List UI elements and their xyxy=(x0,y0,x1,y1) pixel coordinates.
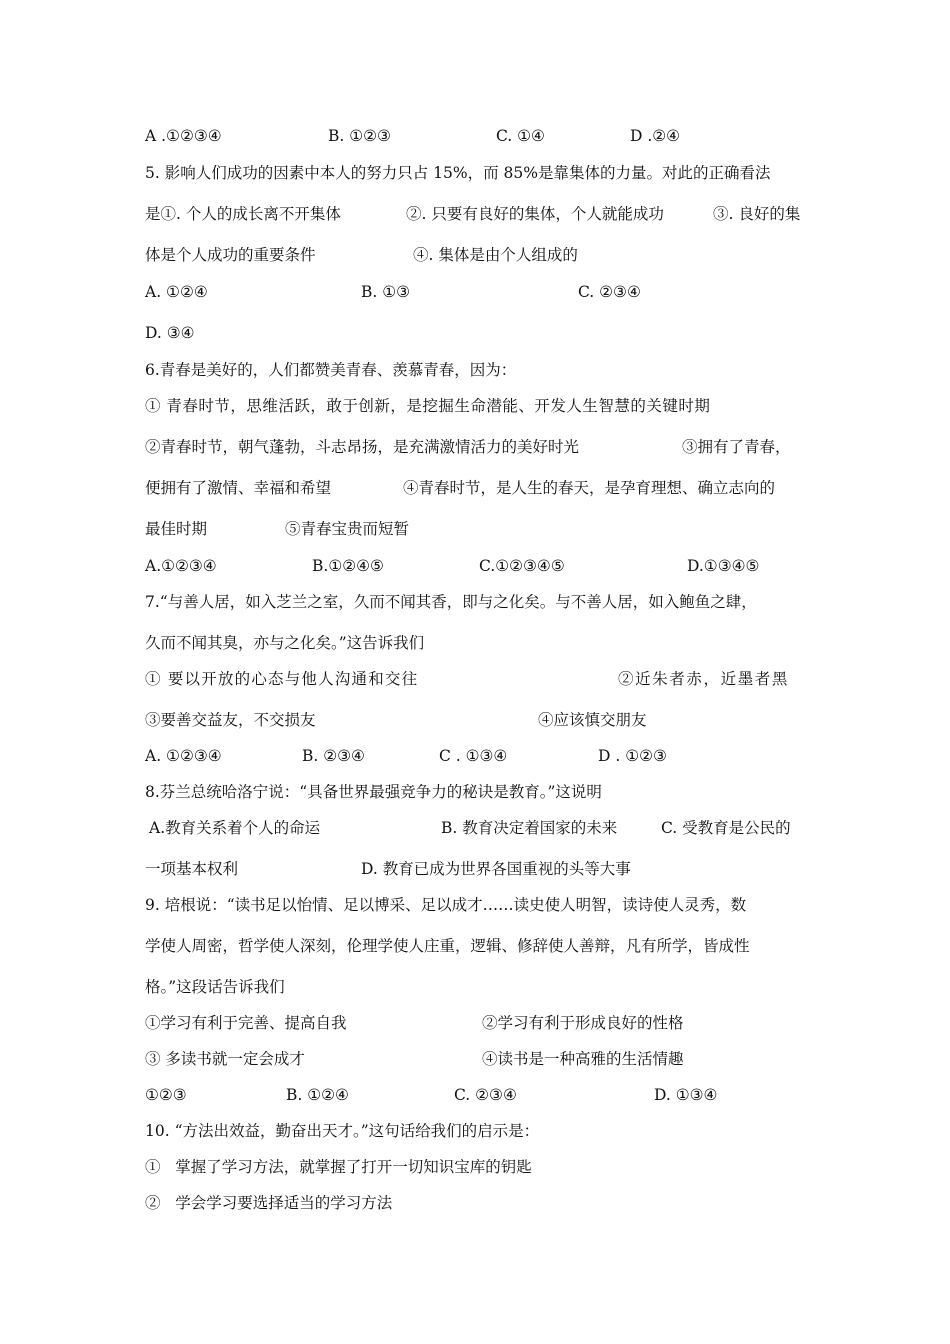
q7-option-a: A. ①②③④ xyxy=(145,747,222,765)
q5-option-c: C. ②③④ xyxy=(578,283,641,301)
q6-option-c: C.①②③④⑤ xyxy=(479,557,565,575)
q6-option-a: A.①②③④ xyxy=(145,557,217,575)
q6-option-d: D.①③④⑤ xyxy=(687,557,760,575)
q9-option-a: ①②③ xyxy=(145,1086,187,1104)
q7-option-c: C . ①③④ xyxy=(439,747,508,765)
q9-option-b: B. ①②④ xyxy=(286,1086,349,1104)
q6-option-b: B.①②④⑤ xyxy=(312,557,384,575)
q4-option-a: A .①②③④ xyxy=(145,127,222,145)
q5-option-d: D. ③④ xyxy=(145,324,195,342)
q5-option-b: B. ①③ xyxy=(361,283,411,301)
q9-option-d: D. ①③④ xyxy=(654,1086,718,1104)
q7-option-b: B. ②③④ xyxy=(302,747,365,765)
q5-option-a: A. ①②④ xyxy=(145,283,208,301)
q4-option-c: C. ①④ xyxy=(496,127,545,145)
q7-option-d: D . ①②③ xyxy=(598,747,667,765)
exam-page: A .①②③④ B. ①②③ C. ①④ D .②④ 5. 影响人们成功的因素中本人的努力只占 15%，而 85%是靠集体的力量。对此的正确看法 是①. 个人的成长离不开集体 ②. 只要有良好的集体，个人就能成功 ③. 良好的集 体是个人成功的重要条件 ④. 集体是由个人组成的 A. ①②④ B. ①③ C. ②③④ D. ③④ 6.青春是美好的，人们都赞美青春、羡慕青春，因为： ① 青春时节，思维活跃，敢于创新，是挖掘生命潜能、开发人生智慧的关键时期 ②青春时节，朝气蓬勃，斗志昂扬，是充满激情活力的美好时光 ③拥有了青春， 便拥有了激情、幸福和希望 ④青春时节，是人生的春天，是孕育理想、确立志向的 最佳时期 ⑤青春宝贵而短暂 A.①②③④ B.①②④⑤ C.①②③④⑤ D.①③④⑤ 7.“与善人居，如入芝兰之室，久而不闻其香，即与之化矣。与不善人居，如入鲍鱼之肆， 久而不闻其臭，亦与之化矣。”这告诉我们 ① 要以开放的心态与他人沟通和交往 ②近朱者赤，近墨者黑 ③要善交益友，不交损友 ④应该慎交朋友 A. ①②③④ B. ②③④ C . ①③④ D . ①②③ 8.芬兰总统哈洛宁说：“具备世界最强竞争力的秘诀是教育。”这说明 A.教育关系着个人的命运 B. 教育决定着国家的未来 C. 受教育是公民的 一项基本权利 D. 教育已成为世界各国重视的头等大事 9. 培根说：“读书足以怡情、足以博采、足以成才……读史使人明智，读诗使人灵秀，数 学使人周密，哲学使人深刻，伦理学使人庄重，逻辑、修辞使人善辩，凡有所学，皆成性 格。”这段话告诉我们 ①学习有利于完善、提高自我 ②学习有利于形成良好的性格 ③ 多读书就一定会成才 ④读书是一种高雅的生活情趣 ①②③ B. ①②④ C. ②③④ D. ①③④ 10. “方法出效益，勤奋出天才。”这句话给我们的启示是： ① 掌握了学习方法，就掌握了打开一切知识宝库的钥匙 ② 学会学习要选择适当的学习方法 xyxy=(0,0,950,1344)
q4-option-b: B. ①②③ xyxy=(328,127,391,145)
q4-option-d: D .②④ xyxy=(630,127,681,145)
q9-option-c: C. ②③④ xyxy=(454,1086,517,1104)
